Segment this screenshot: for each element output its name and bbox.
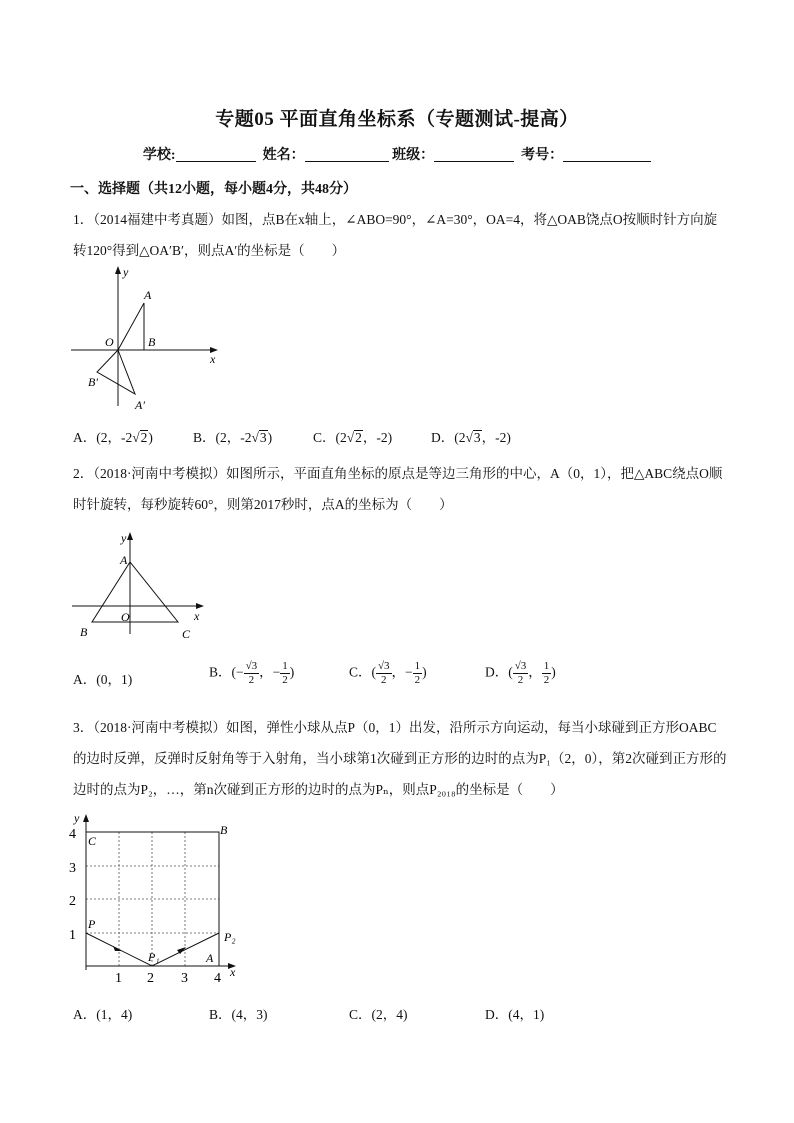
q3-point-p2-label: P₂ [224, 930, 236, 944]
q1-point-a-prime-label: A′ [135, 398, 145, 412]
q3-option-c[interactable]: C．(2，4) [349, 1007, 408, 1022]
q3-y-tick-4: 4 [69, 827, 76, 842]
q2-y-axis-label: y [121, 531, 127, 545]
q1-option-d[interactable]: D．(2√3，-2) [431, 430, 511, 445]
q1-option-b[interactable]: B．(2，-2√3) [193, 430, 273, 445]
class-blank[interactable] [434, 147, 514, 162]
q1-point-b-prime-label: B′ [88, 375, 98, 389]
q2-point-a-label: A [120, 553, 128, 567]
q2-origin-label: O [121, 610, 130, 624]
question-2-options [73, 660, 733, 694]
school-blank[interactable] [176, 147, 256, 162]
q3-option-b[interactable]: B．(4，3) [209, 1007, 268, 1022]
q1-option-a[interactable]: A．(2，-2√2) [73, 430, 153, 445]
q3-x-tick-4: 4 [214, 971, 221, 982]
section-heading: 一、选择题（共12小题，每小题4分，共48分） [70, 182, 357, 197]
q1-x-axis-label: x [210, 352, 216, 366]
q3-x-axis-label: x [230, 965, 236, 979]
q2-option-a[interactable]: A．(0，1) [73, 672, 133, 687]
q1-origin-label: O [105, 335, 114, 349]
q1-y-axis-label: y [123, 265, 129, 279]
q2-point-b-label: B [80, 625, 88, 639]
question-1-figure [68, 262, 228, 414]
q3-point-p-label: P [88, 917, 96, 931]
q3-x-tick-2: 2 [147, 971, 154, 982]
q2-option-b[interactable]: B．(− $\frac{√3}{2}$ ，− $\frac{1}{2}$ ) [209, 660, 295, 686]
q2-option-c[interactable]: C．( $\frac{√3}{2}$ ，− $\frac{1}{2}$ ) [349, 660, 427, 686]
q3-x-tick-1: 1 [115, 971, 122, 982]
exam-number-label: 考号： [521, 148, 564, 163]
q3-point-c-label: C [88, 834, 97, 848]
exam-number-blank[interactable] [563, 147, 651, 162]
q3-point-a-label: A [206, 951, 214, 965]
name-blank[interactable] [305, 147, 389, 162]
question-1-options [73, 426, 733, 450]
question-3-options [73, 1003, 733, 1027]
page-title: 专题05 平面直角坐标系（专题测试-提高） [215, 109, 579, 130]
q1-point-b-label: B [148, 335, 156, 349]
name-label: 姓名： [262, 148, 305, 163]
q3-y-tick-3: 3 [69, 861, 76, 876]
q2-point-c-label: C [182, 627, 191, 641]
q2-x-axis-label: x [194, 609, 200, 623]
student-info-line [0, 144, 794, 164]
class-label: 班级： [392, 148, 435, 163]
q1-point-a-label: A [144, 288, 152, 302]
q3-y-tick-2: 2 [69, 894, 76, 909]
q3-option-d[interactable]: D．(4，1) [485, 1007, 545, 1022]
question-1-text: 1．（2014福建中考真题）如图，点B在x轴上，∠ABO=90°，∠A=30°，OA=4，将△OAB饶点O按顺时针方向旋转120°得到△OA′B′，则点A′的坐标是（ ） [73, 212, 718, 258]
q3-option-a[interactable]: A．(1，4) [73, 1007, 133, 1022]
question-2-figure [68, 524, 218, 646]
q1-option-c[interactable]: C．(2√2，-2) [313, 430, 393, 445]
q3-y-tick-1: 1 [69, 928, 76, 943]
question-3-text: 3．（2018·河南中考模拟）如图，弹性小球从点P（0，1）出发，沿所示方向运动，每当小球碰到正方形OABC的边时反弹，反弹时反射角等于入射角，当小球第1次碰到正方形的边时的点为P₁（2，0），第2次碰到正方形的边时的点为P₂，…，第n次碰到正方形的边时的点为Pₙ，则点P₂₀₁₈的坐标是（ ） [73, 720, 727, 797]
school-label: 学校: [142, 148, 176, 163]
q2-option-d[interactable]: D．( $\frac{√3}{2}$ ， $\frac{1}{2}$ ) [485, 660, 556, 686]
q3-point-p1-label: P₁ [148, 950, 160, 964]
q3-y-axis-label: y [74, 811, 80, 825]
q3-x-tick-3: 3 [181, 971, 188, 982]
question-3-figure [64, 810, 254, 982]
q3-point-b-label: B [220, 823, 228, 837]
question-2-text: 2．（2018·河南中考模拟）如图所示，平面直角坐标的原点是等边三角形的中心，A（0，1），把△ABC绕点O顺时针旋转，每秒旋转60°，则第2017秒时，点A的坐标为（ ） [73, 466, 723, 512]
